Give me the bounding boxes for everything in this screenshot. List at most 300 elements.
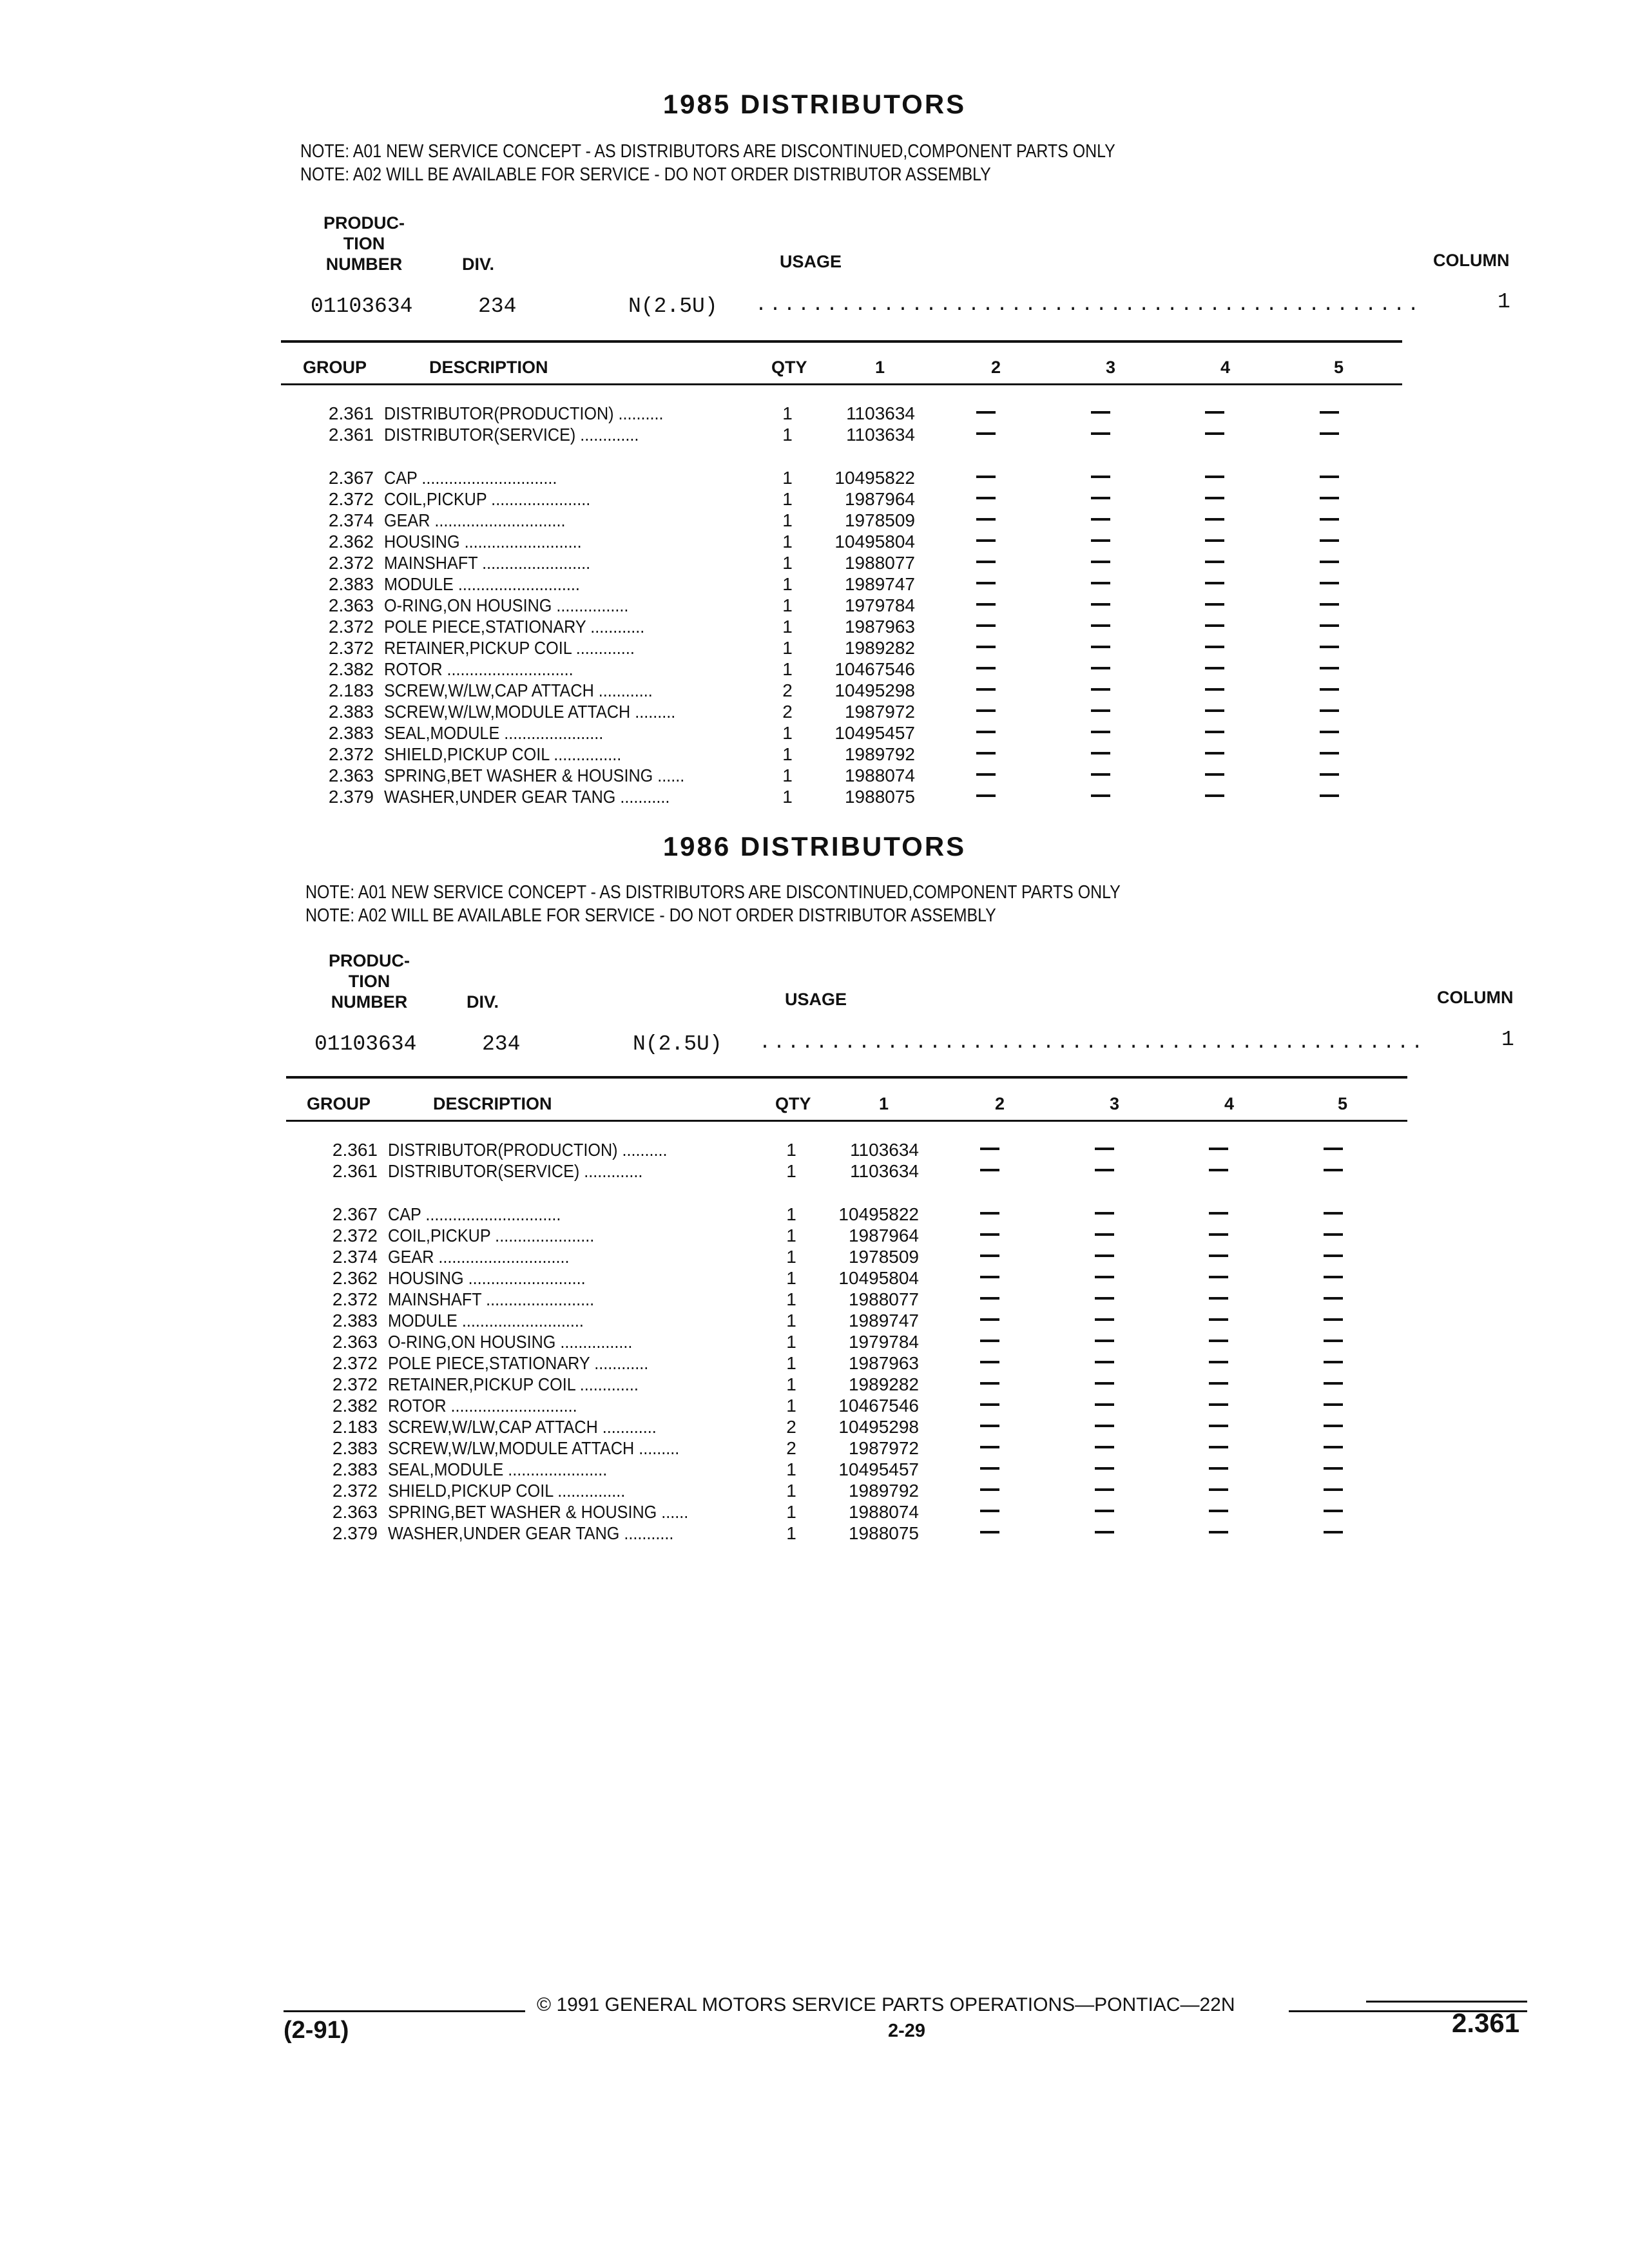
part-description: SHIELD,PICKUP COIL ............... [388, 1481, 626, 1501]
divider-header [286, 1120, 1407, 1122]
part-number: 10495822 [838, 1204, 919, 1224]
table-row [303, 638, 1398, 660]
part-description: GEAR ............................. [388, 1247, 570, 1267]
table-row [303, 744, 1398, 766]
group-code: 2.372 [328, 553, 374, 573]
dash-mark [1091, 476, 1110, 478]
part-number: 1989282 [844, 638, 915, 658]
group-code: 2.372 [332, 1353, 378, 1373]
group-code: 2.372 [328, 489, 374, 509]
dash-mark [1091, 603, 1110, 606]
group-code: 2.383 [328, 574, 374, 594]
part-qty: 1 [786, 1459, 796, 1479]
group-code: 2.372 [328, 617, 374, 637]
dash-mark [1091, 773, 1110, 776]
production-usage: N(2.5U) [633, 1032, 722, 1056]
part-qty: 1 [782, 617, 793, 637]
footer-rule-right-upper [1366, 2001, 1527, 2003]
part-description: SHIELD,PICKUP COIL ............... [384, 744, 622, 764]
dash-mark [1205, 731, 1224, 733]
part-number: 10467546 [838, 1396, 919, 1416]
part-number: 1987972 [848, 1438, 919, 1458]
production-column: 1 [1498, 290, 1510, 314]
dash-mark [1095, 1212, 1114, 1215]
part-description: POLE PIECE,STATIONARY ............ [384, 617, 645, 637]
table-row [307, 1332, 1402, 1354]
table-row [307, 1374, 1402, 1396]
dash-mark [980, 1297, 999, 1300]
dash-mark [1205, 752, 1224, 754]
dash-mark [1209, 1254, 1228, 1257]
div-header: DIV. [467, 992, 499, 1012]
part-number: 1989747 [848, 1311, 919, 1331]
dash-mark [1095, 1446, 1114, 1448]
dash-mark [980, 1212, 999, 1215]
part-description: O-RING,ON HOUSING ................ [388, 1332, 633, 1352]
div-header: DIV. [462, 255, 495, 274]
dash-mark [1095, 1467, 1114, 1470]
part-qty: 1 [782, 553, 793, 573]
group-code: 2.372 [332, 1225, 378, 1245]
part-qty: 1 [782, 787, 793, 807]
part-qty: 1 [786, 1332, 796, 1352]
part-qty: 1 [782, 425, 793, 445]
table-row [303, 468, 1398, 490]
part-qty: 1 [786, 1502, 796, 1522]
part-number: 10495804 [838, 1268, 919, 1288]
divider-header [281, 383, 1402, 385]
dash-mark [1205, 561, 1224, 563]
dash-mark [1209, 1446, 1228, 1448]
group-code: 2.372 [332, 1374, 378, 1394]
part-description: CAP .............................. [384, 468, 557, 488]
usage-header: USAGE [785, 990, 847, 1009]
dash-mark [980, 1254, 999, 1257]
dash-mark [1209, 1425, 1228, 1427]
part-qty: 1 [782, 403, 793, 423]
part-description: WASHER,UNDER GEAR TANG ........... [388, 1523, 674, 1543]
dash-mark [976, 731, 996, 733]
dash-mark [1324, 1531, 1343, 1533]
dash-mark [1095, 1403, 1114, 1406]
group-code: 2.379 [328, 787, 374, 807]
part-description: MAINSHAFT ........................ [388, 1289, 595, 1309]
dash-mark [1320, 411, 1339, 414]
dash-mark [1205, 518, 1224, 521]
dash-mark [980, 1276, 999, 1278]
production-usage: N(2.5U) [628, 294, 718, 318]
part-description: RETAINER,PICKUP COIL ............. [388, 1374, 639, 1394]
dash-mark [976, 561, 996, 563]
dash-mark [1209, 1212, 1228, 1215]
production-div: 234 [482, 1032, 521, 1056]
part-number: 1978509 [844, 510, 915, 530]
part-qty: 1 [786, 1374, 796, 1394]
part-number: 1103634 [850, 1161, 919, 1181]
dash-mark [1209, 1361, 1228, 1363]
dash-mark [1091, 646, 1110, 648]
dash-mark [976, 476, 996, 478]
table-row [303, 765, 1398, 787]
part-description: DISTRIBUTOR(PRODUCTION) .......... [384, 403, 664, 423]
part-description: POLE PIECE,STATIONARY ............ [388, 1353, 649, 1373]
dash-mark [1091, 497, 1110, 499]
group-header: GROUP [307, 1094, 371, 1113]
table-row [303, 680, 1398, 702]
dash-mark [1320, 731, 1339, 733]
dash-mark [976, 624, 996, 627]
note-a02: NOTE: A02 WILL BE AVAILABLE FOR SERVICE - DO NOT ORDER DISTRIBUTOR ASSEMBLY [300, 164, 991, 185]
dash-mark [1320, 432, 1339, 435]
dash-mark [1209, 1403, 1228, 1406]
group-code: 2.379 [332, 1523, 378, 1543]
part-description: CAP .............................. [388, 1204, 561, 1224]
part-qty: 1 [782, 510, 793, 530]
dash-mark [1209, 1382, 1228, 1385]
col3-header: 3 [1110, 1094, 1120, 1113]
dash-mark [1091, 667, 1110, 669]
dash-mark [980, 1467, 999, 1470]
group-code: 2.363 [332, 1332, 378, 1352]
part-qty: 1 [786, 1311, 796, 1331]
part-qty: 1 [786, 1161, 796, 1181]
table-row [303, 574, 1398, 596]
dash-mark [1091, 752, 1110, 754]
part-number: 1987964 [848, 1225, 919, 1245]
dash-mark [1205, 667, 1224, 669]
dash-mark [1324, 1212, 1343, 1215]
part-description: SEAL,MODULE ...................... [384, 723, 604, 743]
dash-mark [976, 603, 996, 606]
section-number: 2.361 [1452, 2008, 1520, 2038]
dash-mark [1095, 1276, 1114, 1278]
col4-header: 4 [1220, 358, 1231, 377]
dash-mark [976, 709, 996, 712]
part-number: 1988075 [848, 1523, 919, 1543]
part-qty: 1 [782, 489, 793, 509]
table-row [307, 1289, 1402, 1311]
part-number: 10495298 [838, 1417, 919, 1437]
dash-mark [1324, 1297, 1343, 1300]
group-code: 2.362 [332, 1268, 378, 1288]
dash-mark [1091, 688, 1110, 691]
dash-mark [1091, 624, 1110, 627]
group-code: 2.363 [328, 765, 374, 785]
part-number: 10495804 [834, 532, 915, 552]
group-code: 2.374 [328, 510, 374, 530]
group-code: 2.383 [328, 723, 374, 743]
dash-mark [1091, 794, 1110, 797]
group-code: 2.372 [332, 1289, 378, 1309]
part-description: DISTRIBUTOR(PRODUCTION) .......... [388, 1140, 668, 1160]
usage-leader: ............................................... [759, 1032, 1426, 1054]
group-code: 2.361 [332, 1161, 378, 1181]
table-row [303, 787, 1398, 809]
part-qty: 1 [786, 1268, 796, 1288]
col1-header: 1 [879, 1094, 889, 1113]
dash-mark [1320, 624, 1339, 627]
table-row [307, 1438, 1402, 1460]
part-qty: 1 [786, 1289, 796, 1309]
part-number: 1989747 [844, 574, 915, 594]
dash-mark [1324, 1446, 1343, 1448]
divider-top [281, 340, 1402, 343]
part-number: 1989792 [844, 744, 915, 764]
part-description: O-RING,ON HOUSING ................ [384, 595, 629, 615]
group-code: 2.374 [332, 1247, 378, 1267]
group-code: 2.367 [328, 468, 374, 488]
group-code: 2.382 [332, 1396, 378, 1416]
dash-mark [976, 518, 996, 521]
table-row [307, 1204, 1402, 1226]
part-description: GEAR ............................. [384, 510, 566, 530]
col2-header: 2 [991, 358, 1001, 377]
date-code: (2-91) [284, 2017, 349, 2044]
part-qty: 1 [786, 1353, 796, 1373]
dash-mark [1320, 476, 1339, 478]
part-description: HOUSING .......................... [384, 532, 582, 552]
part-qty: 1 [782, 468, 793, 488]
table-row [303, 489, 1398, 511]
group-code: 2.183 [332, 1417, 378, 1437]
header-line: PRODUC- [323, 213, 405, 233]
part-number: 1978509 [848, 1247, 919, 1267]
table-row [303, 532, 1398, 553]
header-line: TION [343, 234, 385, 253]
part-description: COIL,PICKUP ...................... [384, 489, 591, 509]
dash-mark [1320, 773, 1339, 776]
dash-mark [1091, 539, 1110, 542]
dash-mark [1095, 1340, 1114, 1342]
dash-mark [976, 432, 996, 435]
part-number: 1979784 [848, 1332, 919, 1352]
dash-mark [980, 1340, 999, 1342]
part-number: 1987963 [848, 1353, 919, 1373]
part-qty: 1 [786, 1225, 796, 1245]
description-header: DESCRIPTION [433, 1094, 552, 1113]
table-row [307, 1502, 1402, 1524]
part-qty: 1 [786, 1204, 796, 1224]
part-qty: 1 [782, 659, 793, 679]
table-row [303, 723, 1398, 745]
part-description: SCREW,W/LW,MODULE ATTACH ......... [388, 1438, 680, 1458]
dash-mark [976, 539, 996, 542]
dash-mark [1095, 1531, 1114, 1533]
dash-mark [1091, 731, 1110, 733]
dash-mark [1320, 561, 1339, 563]
table-row [307, 1417, 1402, 1439]
dash-mark [1205, 539, 1224, 542]
dash-mark [1091, 709, 1110, 712]
dash-mark [1095, 1318, 1114, 1321]
part-qty: 2 [782, 702, 793, 722]
header-line: TION [348, 972, 390, 991]
production-number-header [327, 950, 411, 1012]
group-header: GROUP [303, 358, 367, 377]
group-code: 2.361 [328, 425, 374, 445]
group-code: 2.367 [332, 1204, 378, 1224]
part-description: SPRING,BET WASHER & HOUSING ...... [384, 765, 685, 785]
part-number: 1988075 [844, 787, 915, 807]
dash-mark [1095, 1382, 1114, 1385]
part-number: 1103634 [846, 403, 915, 423]
dash-mark [1095, 1254, 1114, 1257]
dash-mark [1320, 667, 1339, 669]
dash-mark [1095, 1169, 1114, 1171]
dash-mark [1324, 1254, 1343, 1257]
dash-mark [980, 1510, 999, 1512]
dash-mark [1324, 1425, 1343, 1427]
part-number: 1988077 [848, 1289, 919, 1309]
dash-mark [1324, 1233, 1343, 1236]
dash-mark [976, 646, 996, 648]
qty-header: QTY [771, 358, 807, 377]
dash-mark [1209, 1297, 1228, 1300]
dash-mark [1324, 1488, 1343, 1491]
dash-mark [1095, 1488, 1114, 1491]
part-description: RETAINER,PICKUP COIL ............. [384, 638, 635, 658]
part-number: 1989282 [848, 1374, 919, 1394]
note-a02: NOTE: A02 WILL BE AVAILABLE FOR SERVICE - DO NOT ORDER DISTRIBUTOR ASSEMBLY [305, 905, 996, 926]
col5-header: 5 [1334, 358, 1344, 377]
col2-header: 2 [995, 1094, 1005, 1113]
table-row [307, 1523, 1402, 1545]
note-a01: NOTE: A01 NEW SERVICE CONCEPT - AS DISTRIBUTORS ARE DISCONTINUED,COMPONENT PARTS ONLY [300, 141, 1115, 162]
group-code: 2.363 [328, 595, 374, 615]
part-number: 1987972 [844, 702, 915, 722]
part-description: WASHER,UNDER GEAR TANG ........... [384, 787, 670, 807]
dash-mark [980, 1318, 999, 1321]
dash-mark [1205, 411, 1224, 414]
dash-mark [1209, 1340, 1228, 1342]
header-line: PRODUC- [329, 951, 410, 970]
dash-mark [1205, 773, 1224, 776]
dash-mark [1209, 1467, 1228, 1470]
part-description: SPRING,BET WASHER & HOUSING ...... [388, 1502, 689, 1522]
dash-mark [1095, 1510, 1114, 1512]
dash-mark [976, 582, 996, 584]
part-number: 1988074 [848, 1502, 919, 1522]
dash-mark [1091, 411, 1110, 414]
dash-mark [1095, 1361, 1114, 1363]
col5-header: 5 [1338, 1094, 1348, 1113]
group-code: 2.382 [328, 659, 374, 679]
group-code: 2.372 [328, 638, 374, 658]
header-line: NUMBER [331, 992, 408, 1012]
dash-mark [1205, 582, 1224, 584]
dash-mark [1205, 624, 1224, 627]
qty-header: QTY [775, 1094, 811, 1113]
table-row [303, 553, 1398, 575]
table-row [307, 1353, 1402, 1375]
dash-mark [1320, 709, 1339, 712]
dash-mark [1320, 646, 1339, 648]
usage-header: USAGE [780, 252, 842, 271]
part-description: DISTRIBUTOR(SERVICE) ............. [388, 1161, 643, 1181]
dash-mark [976, 688, 996, 691]
table-row [307, 1161, 1402, 1183]
footer-rule-left [284, 2010, 525, 2012]
dash-mark [980, 1403, 999, 1406]
page-reference: 2-29 [888, 2021, 926, 2041]
dash-mark [1205, 688, 1224, 691]
note-a01: NOTE: A01 NEW SERVICE CONCEPT - AS DISTRIBUTORS ARE DISCONTINUED,COMPONENT PARTS ONLY [305, 882, 1121, 903]
dash-mark [1095, 1148, 1114, 1150]
dash-mark [1209, 1169, 1228, 1171]
part-number: 1987964 [844, 489, 915, 509]
dash-mark [980, 1148, 999, 1150]
group-code: 2.383 [328, 702, 374, 722]
dash-mark [1205, 794, 1224, 797]
dash-mark [976, 667, 996, 669]
production-column: 1 [1501, 1028, 1514, 1052]
dash-mark [980, 1488, 999, 1491]
part-description: MAINSHAFT ........................ [384, 553, 591, 573]
dash-mark [1320, 582, 1339, 584]
dash-mark [1324, 1403, 1343, 1406]
dash-mark [1324, 1510, 1343, 1512]
part-qty: 1 [782, 744, 793, 764]
dash-mark [1324, 1340, 1343, 1342]
column-header: COLUMN [1433, 251, 1510, 270]
part-description: DISTRIBUTOR(SERVICE) ............. [384, 425, 639, 445]
dash-mark [1205, 432, 1224, 435]
dash-mark [1205, 476, 1224, 478]
header-line: NUMBER [325, 255, 403, 274]
usage-leader: ............................................... [755, 294, 1422, 316]
table-row [307, 1481, 1402, 1503]
table-row [307, 1140, 1402, 1162]
table-row [303, 617, 1398, 639]
dash-mark [976, 773, 996, 776]
dash-mark [1205, 709, 1224, 712]
table-row [303, 403, 1398, 425]
part-number: 1988077 [844, 553, 915, 573]
dash-mark [976, 411, 996, 414]
section-title: 1986 DISTRIBUTORS [662, 831, 967, 861]
dash-mark [1209, 1488, 1228, 1491]
table-row [307, 1225, 1402, 1247]
dash-mark [1324, 1467, 1343, 1470]
part-qty: 1 [786, 1396, 796, 1416]
dash-mark [980, 1446, 999, 1448]
group-code: 2.361 [332, 1140, 378, 1160]
production-div: 234 [478, 294, 517, 318]
part-description: MODULE ........................... [388, 1311, 584, 1331]
part-qty: 2 [782, 680, 793, 700]
part-description: ROTOR ............................ [384, 659, 574, 679]
dash-mark [1205, 646, 1224, 648]
dash-mark [1320, 794, 1339, 797]
col4-header: 4 [1224, 1094, 1235, 1113]
group-code: 2.362 [328, 532, 374, 552]
part-number: 10495457 [834, 723, 915, 743]
dash-mark [1095, 1425, 1114, 1427]
dash-mark [1324, 1318, 1343, 1321]
dash-mark [1091, 561, 1110, 563]
part-qty: 1 [782, 765, 793, 785]
dash-mark [1320, 518, 1339, 521]
group-code: 2.361 [328, 403, 374, 423]
table-row [307, 1247, 1402, 1269]
dash-mark [1205, 603, 1224, 606]
part-number: 1987963 [844, 617, 915, 637]
part-qty: 1 [782, 638, 793, 658]
table-row [303, 702, 1398, 724]
column-header: COLUMN [1437, 988, 1514, 1007]
dash-mark [1324, 1276, 1343, 1278]
part-description: HOUSING .......................... [388, 1268, 586, 1288]
